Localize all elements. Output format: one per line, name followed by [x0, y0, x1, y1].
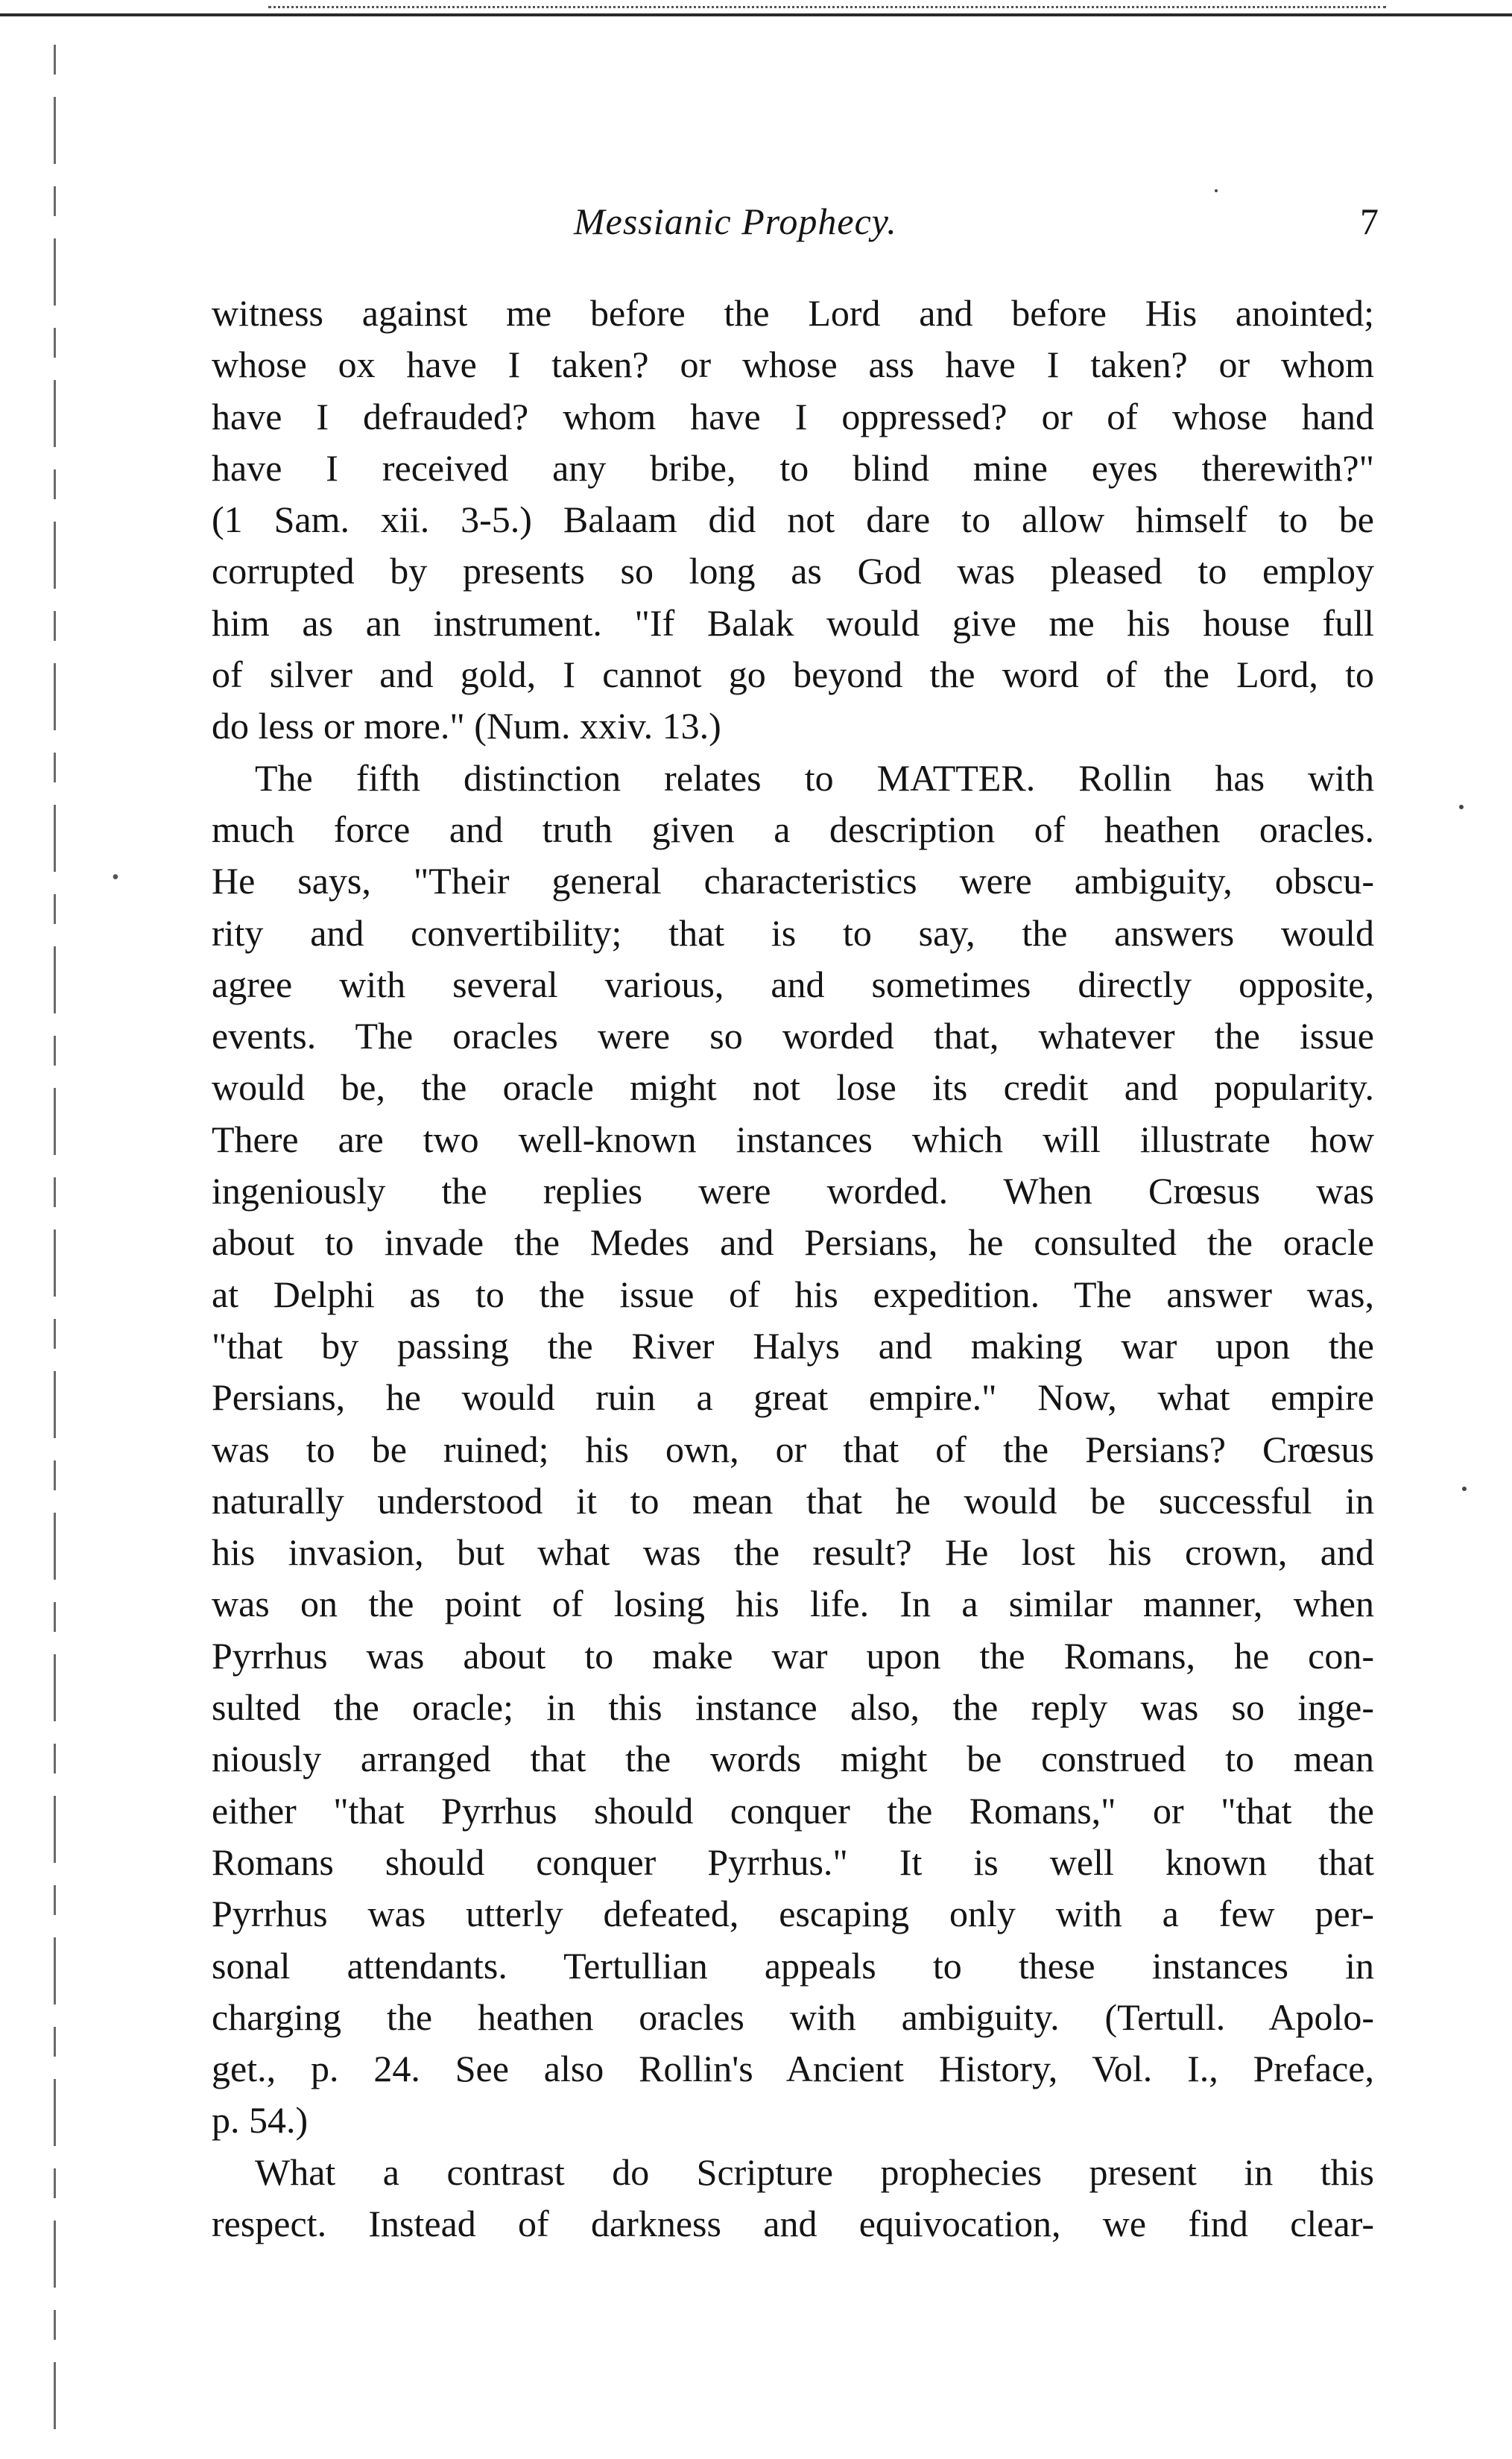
text-line: He says, "Their general characteristics were ambiguity, obscu- [212, 860, 1374, 902]
text-line: whose ox have I taken? or whose ass have I taken? or whom [212, 344, 1374, 386]
text-line: "that by passing the River Halys and making war upon the [212, 1324, 1374, 1367]
scan-speck [1462, 1487, 1467, 1491]
text-line: naturally understood it to mean that he would be successful in [212, 1479, 1374, 1522]
page-number: 7 [1360, 200, 1379, 242]
text-line: corrupted by presents so long as God was pleased to employ [212, 550, 1374, 592]
scan-speck [1459, 805, 1464, 809]
text-line: charging the heathen oracles with ambiguity. (Tertull. Apolo- [212, 1996, 1374, 2038]
text-line: him as an instrument. "If Balak would give me his house full [212, 601, 1374, 644]
running-title: Messianic Prophecy. [574, 200, 897, 242]
text-line: was to be ruined; his own, or that of the Persians? Crœsus [212, 1428, 1374, 1470]
text-line: witness against me before the Lord and before His anointed; [212, 292, 1374, 334]
text-line: p. 54.) [212, 2099, 309, 2142]
text-line: was on the point of losing his life. In a similar manner, when [212, 1583, 1374, 1625]
text-line: Romans should conquer Pyrrhus." It is well known that [212, 1841, 1374, 1883]
text-line: sonal attendants. Tertullian appeals to these instances in [212, 1944, 1374, 1987]
text-line: Pyrrhus was utterly defeated, escaping only with a few per- [212, 1893, 1374, 1935]
text-line: niously arranged that the words might be construed to mean [212, 1738, 1374, 1780]
text-line: The fifth distinction relates to MATTER. Rollin has with [255, 756, 1374, 799]
text-line: What a contrast do Scripture prophecies present in this [255, 2151, 1374, 2193]
text-line: agree with several various, and sometimes directly opposite, [212, 963, 1374, 1005]
text-line: get., p. 24. See also Rollin's Ancient History, Vol. I., Preface, [212, 2048, 1374, 2090]
text-line: have I received any bribe, to blind mine eyes therewith?" [212, 446, 1374, 489]
text-line: have I defrauded? whom have I oppressed? or of whose hand [212, 395, 1374, 437]
text-line: events. The oracles were so worded that, whatever the issue [212, 1015, 1374, 1057]
text-line: much force and truth given a description of heathen oracles. [212, 808, 1374, 850]
text-line: would be, the oracle might not lose its credit and popularity. [212, 1066, 1374, 1109]
text-line: rity and convertibility; that is to say, the answers would [212, 911, 1374, 954]
text-line: respect. Instead of darkness and equivocation, we find clear- [212, 2202, 1374, 2244]
scan-top-edge [0, 13, 1512, 16]
text-line: ingeniously the replies were worded. When Crœsus was [212, 1170, 1374, 1212]
scan-top-noise [268, 6, 1386, 10]
scan-speck [1215, 189, 1218, 192]
text-line: either "that Pyrrhus should conquer the Romans," or "that the [212, 1789, 1374, 1832]
text-line: Pyrrhus was about to make war upon the Romans, he con- [212, 1634, 1374, 1677]
body-text [212, 288, 1374, 2250]
text-line: There are two well-known instances which will illustrate how [212, 1118, 1374, 1160]
text-line: his invasion, but what was the result? He lost his crown, and [212, 1531, 1374, 1574]
text-line: at Delphi as to the issue of his expedition. The answer was, [212, 1273, 1374, 1315]
scan-gutter-edge [54, 45, 56, 2429]
text-line: about to invade the Medes and Persians, he consulted the oracle [212, 1221, 1374, 1264]
margin-mark: • [112, 866, 119, 889]
text-line: do less or more." (Num. xxiv. 13.) [212, 705, 721, 747]
text-line: Persians, he would ruin a great empire." Now, what empire [212, 1376, 1374, 1419]
text-line: of silver and gold, I cannot go beyond the word of the Lord, to [212, 653, 1374, 696]
running-head [209, 200, 1379, 244]
text-line: (1 Sam. xii. 3-5.) Balaam did not dare to allow himself to be [212, 499, 1374, 541]
text-line: sulted the oracle; in this instance also, the reply was so inge- [212, 1686, 1374, 1729]
